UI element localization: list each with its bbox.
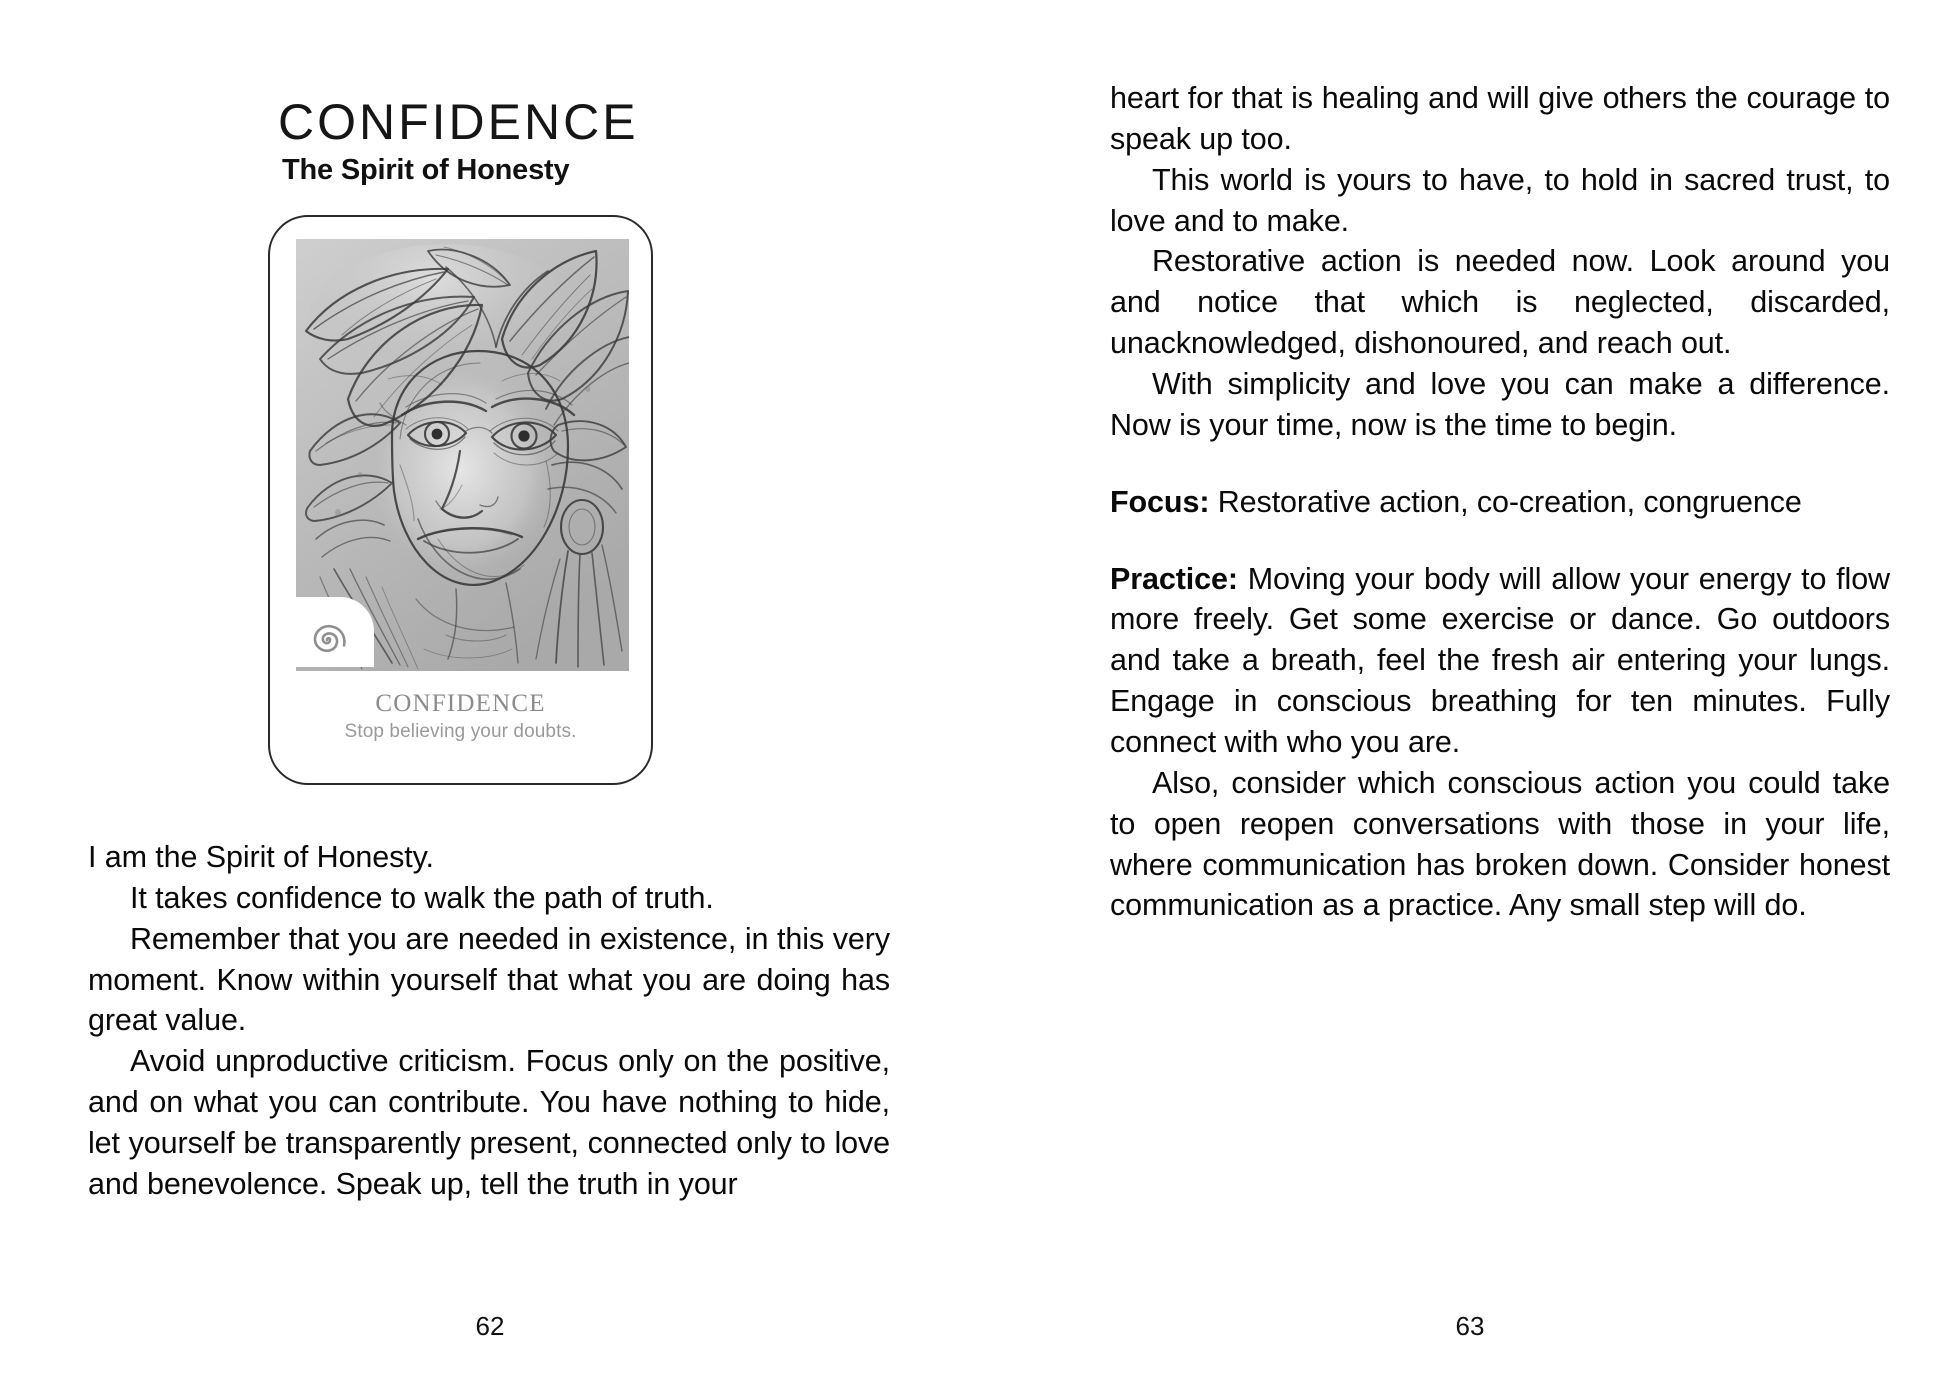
- practice-text: Moving your body will allow your energy to flow more freely. Get some exercise or dance. Go outdoors and take a breath, feel the fresh air entering your lungs. Engage in conscious breathing for ten minutes. Fully connect with who you are.: [1110, 561, 1890, 760]
- section-gap: [1110, 523, 1890, 559]
- paragraph: With simplicity and love you can make a difference. Now is your time, now is the time to begin.: [1110, 367, 1890, 442]
- paragraph: heart for that is healing and will give others the courage to speak up too.: [1110, 81, 1890, 156]
- paragraph: Remember that you are needed in existence, in this very moment. Know within yourself that what you are doing has great value.: [88, 921, 890, 1038]
- oracle-card-wrapper: [88, 215, 890, 785]
- practice-section: [1110, 559, 1890, 763]
- page-number: 62: [475, 1311, 505, 1341]
- card-caption: [270, 690, 651, 744]
- card-caption-subtitle: Stop believing your doubts.: [344, 721, 577, 742]
- page-right: [980, 0, 1960, 1400]
- section-gap: [1110, 446, 1890, 482]
- paragraph: It takes confidence to walk the path of truth.: [130, 880, 714, 915]
- focus-text: Restorative action, co-creation, congruence: [1209, 484, 1802, 519]
- paragraph: Restorative action is needed now. Look around you and notice that which is neglected, discarded, unacknowledged, dishonoured, and reach out.: [1110, 244, 1890, 361]
- practice-label: Practice:: [1110, 561, 1238, 596]
- paragraph: This world is yours to have, to hold in sacred trust, to love and to make.: [1110, 162, 1890, 238]
- page-number: 63: [1455, 1311, 1485, 1341]
- paragraph: I am the Spirit of Honesty.: [88, 840, 434, 874]
- card-caption-title: CONFIDENCE: [375, 689, 546, 717]
- paragraph: Also, consider which conscious action you could take to open reopen conversations with those in your life, where communication has broken down. Consider honest communication as a practice. Any small step will do.: [1110, 765, 1890, 923]
- right-page-body: [1110, 78, 1890, 926]
- focus-label: Focus:: [1110, 484, 1210, 519]
- focus-section: [1110, 482, 1890, 523]
- spiral-logo-icon: [304, 617, 350, 663]
- oracle-card: [268, 215, 653, 785]
- paragraph: Avoid unproductive criticism. Focus only on the positive, and on what you can contribute. You have nothing to hide, let yourself be transparently present, connected only to love and benevolence. Speak up, tell the truth in your: [88, 1044, 890, 1201]
- page-subtitle: The Spirit of Honesty: [282, 154, 570, 186]
- page-title: CONFIDENCE: [278, 94, 639, 150]
- left-page-body: [88, 837, 890, 1205]
